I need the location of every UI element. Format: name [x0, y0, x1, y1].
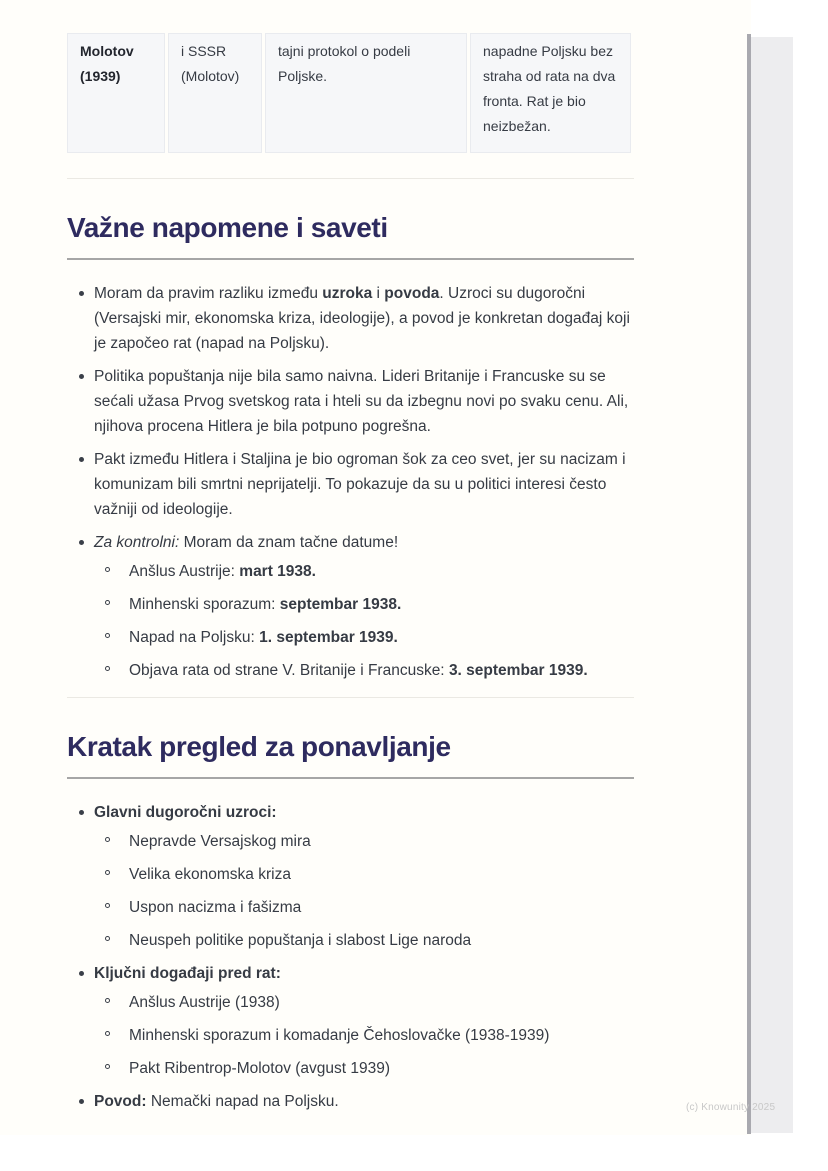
- list-item-text: [129, 866, 291, 883]
- circle-bullet-icon: [105, 870, 110, 875]
- text-segment: Neuspeh politike popuštanja i slabost Lige naroda: [129, 932, 472, 949]
- sub-list-item: [95, 592, 634, 617]
- list-item-text: [129, 833, 311, 850]
- sub-list-item: [95, 1023, 634, 1048]
- list-item: [67, 364, 634, 439]
- text-segment: Anšlus Austrije:: [129, 563, 240, 580]
- list-item-text: [129, 932, 471, 949]
- text-segment: Minhenski sporazum:: [129, 596, 280, 613]
- sub-list-item: [95, 895, 634, 920]
- bullet-icon: [79, 971, 84, 976]
- bullet-icon: [79, 291, 84, 296]
- circle-bullet-icon: [105, 600, 110, 605]
- text-segment: Uspon nacizma i fašizma: [129, 899, 302, 916]
- text-segment: Ključni događaji pred rat:: [94, 965, 281, 982]
- sub-list-item: [95, 829, 634, 854]
- list-item-text: [94, 804, 277, 821]
- text-segment: Glavni dugoročni uzroci:: [94, 804, 277, 821]
- text-segment: Pakt između Hitlera i Staljina je bio ogroman šok za ceo svet, jer su nacizam i komunizam bili smrtni neprijatelji. To pokazuje da su u politici interesi često važniji od ideologije.: [94, 451, 626, 518]
- text-segment: uzroka: [322, 285, 373, 302]
- section-heading-review: Kratak pregled za ponavljanje: [67, 728, 634, 779]
- circle-bullet-icon: [105, 567, 110, 572]
- sub-list-item: [95, 658, 634, 683]
- list-item: [67, 800, 634, 953]
- text-segment: i: [372, 285, 385, 302]
- list-item-text: [94, 451, 626, 518]
- table-cell: tajni protokol o podeli Poljske.: [265, 33, 467, 153]
- text-segment: Povod:: [94, 1093, 147, 1110]
- document-content: [67, 0, 634, 1122]
- list-item-text: [129, 1060, 390, 1077]
- text-segment: Moram da pravim razliku između: [94, 285, 323, 302]
- text-segment: Napad na Poljsku:: [129, 629, 260, 646]
- circle-bullet-icon: [105, 936, 110, 941]
- bullet-icon: [79, 374, 84, 379]
- sub-list: [94, 829, 634, 953]
- table-cell: Molotov (1939): [67, 33, 165, 153]
- list-item: [67, 530, 634, 683]
- sub-list: [94, 990, 634, 1081]
- circle-bullet-icon: [105, 666, 110, 671]
- text-segment: povoda: [384, 285, 440, 302]
- text-segment: Nepravde Versajskog mira: [129, 833, 311, 850]
- review-list: [67, 800, 634, 1114]
- bullet-icon: [79, 457, 84, 462]
- viewer-background-gutter: [751, 37, 793, 1133]
- section-divider: [67, 178, 634, 179]
- circle-bullet-icon: [105, 633, 110, 638]
- list-item-text: [129, 563, 316, 580]
- circle-bullet-icon: [105, 1064, 110, 1069]
- summary-table-row: [67, 33, 634, 153]
- list-item: [67, 961, 634, 1081]
- section-divider: [67, 697, 634, 698]
- text-segment: septembar 1938.: [279, 596, 402, 613]
- table-cell: napadne Poljsku bez straha od rata na dva fronta. Rat je bio neizbežan.: [470, 33, 631, 153]
- text-segment: Anšlus Austrije (1938): [129, 994, 280, 1011]
- sub-list-item: [95, 1056, 634, 1081]
- sub-list-item: [95, 625, 634, 650]
- text-segment: Politika popuštanja nije bila samo naivna. Lideri Britanije i Francuske su se sećali užasa Prvog svetskog rata i hteli su da izbegnu novi po svaku cenu. Ali, njihova procena Hitlera je bila potpuno pogrešna.: [94, 368, 629, 435]
- list-item-text: [129, 1027, 549, 1044]
- list-item-text: [94, 965, 281, 982]
- circle-bullet-icon: [105, 1031, 110, 1036]
- scrollbar-thumb[interactable]: [747, 34, 751, 1134]
- text-segment: Moram da znam tačne datume!: [179, 534, 399, 551]
- text-segment: Minhenski sporazum i komadanje Čehoslovačke (1938-1939): [129, 1027, 550, 1044]
- text-segment: 1. septembar 1939.: [259, 629, 398, 646]
- text-segment: Velika ekonomska kriza: [129, 866, 291, 883]
- list-item: [67, 447, 634, 522]
- bullet-icon: [79, 540, 84, 545]
- sub-list-item: [95, 928, 634, 953]
- section-heading-notes: Važne napomene i saveti: [67, 209, 634, 260]
- copyright-watermark: (c) Knowunity 2025: [686, 1102, 776, 1113]
- sub-list-item: [95, 559, 634, 584]
- list-item-text: [94, 1093, 339, 1110]
- text-segment: Nemački napad na Poljsku.: [146, 1093, 339, 1110]
- text-segment: Pakt Ribentrop-Molotov (avgust 1939): [129, 1060, 391, 1077]
- text-segment: Za kontrolni:: [94, 534, 180, 551]
- circle-bullet-icon: [105, 998, 110, 1003]
- sub-list-item: [95, 862, 634, 887]
- list-item-text: [129, 596, 401, 613]
- text-segment: 3. septembar 1939.: [448, 662, 588, 679]
- sub-list-item: [95, 990, 634, 1015]
- table-cell: i SSSR (Molotov): [168, 33, 262, 153]
- list-item-text: [129, 629, 398, 646]
- text-segment: mart 1938.: [239, 563, 316, 580]
- text-segment: Objava rata od strane V. Britanije i Francuske:: [129, 662, 449, 679]
- sub-list: [94, 559, 634, 683]
- list-item-text: [129, 899, 301, 916]
- list-item: [67, 281, 634, 356]
- notes-list: [67, 281, 634, 683]
- bullet-icon: [79, 1099, 84, 1104]
- list-item-text: [94, 368, 628, 435]
- bullet-icon: [79, 810, 84, 815]
- circle-bullet-icon: [105, 903, 110, 908]
- list-item-text: [129, 662, 588, 679]
- list-item-text: [94, 534, 398, 551]
- circle-bullet-icon: [105, 837, 110, 842]
- list-item-text: [94, 285, 630, 352]
- text-segment: . Uzroci su dugoročni (Versajski mir, ekonomska kriza, ideologije), a povod je konkretan događaj koji je započeo rat (napad na Poljsku).: [94, 285, 630, 352]
- list-item: [67, 1089, 634, 1114]
- list-item-text: [129, 994, 280, 1011]
